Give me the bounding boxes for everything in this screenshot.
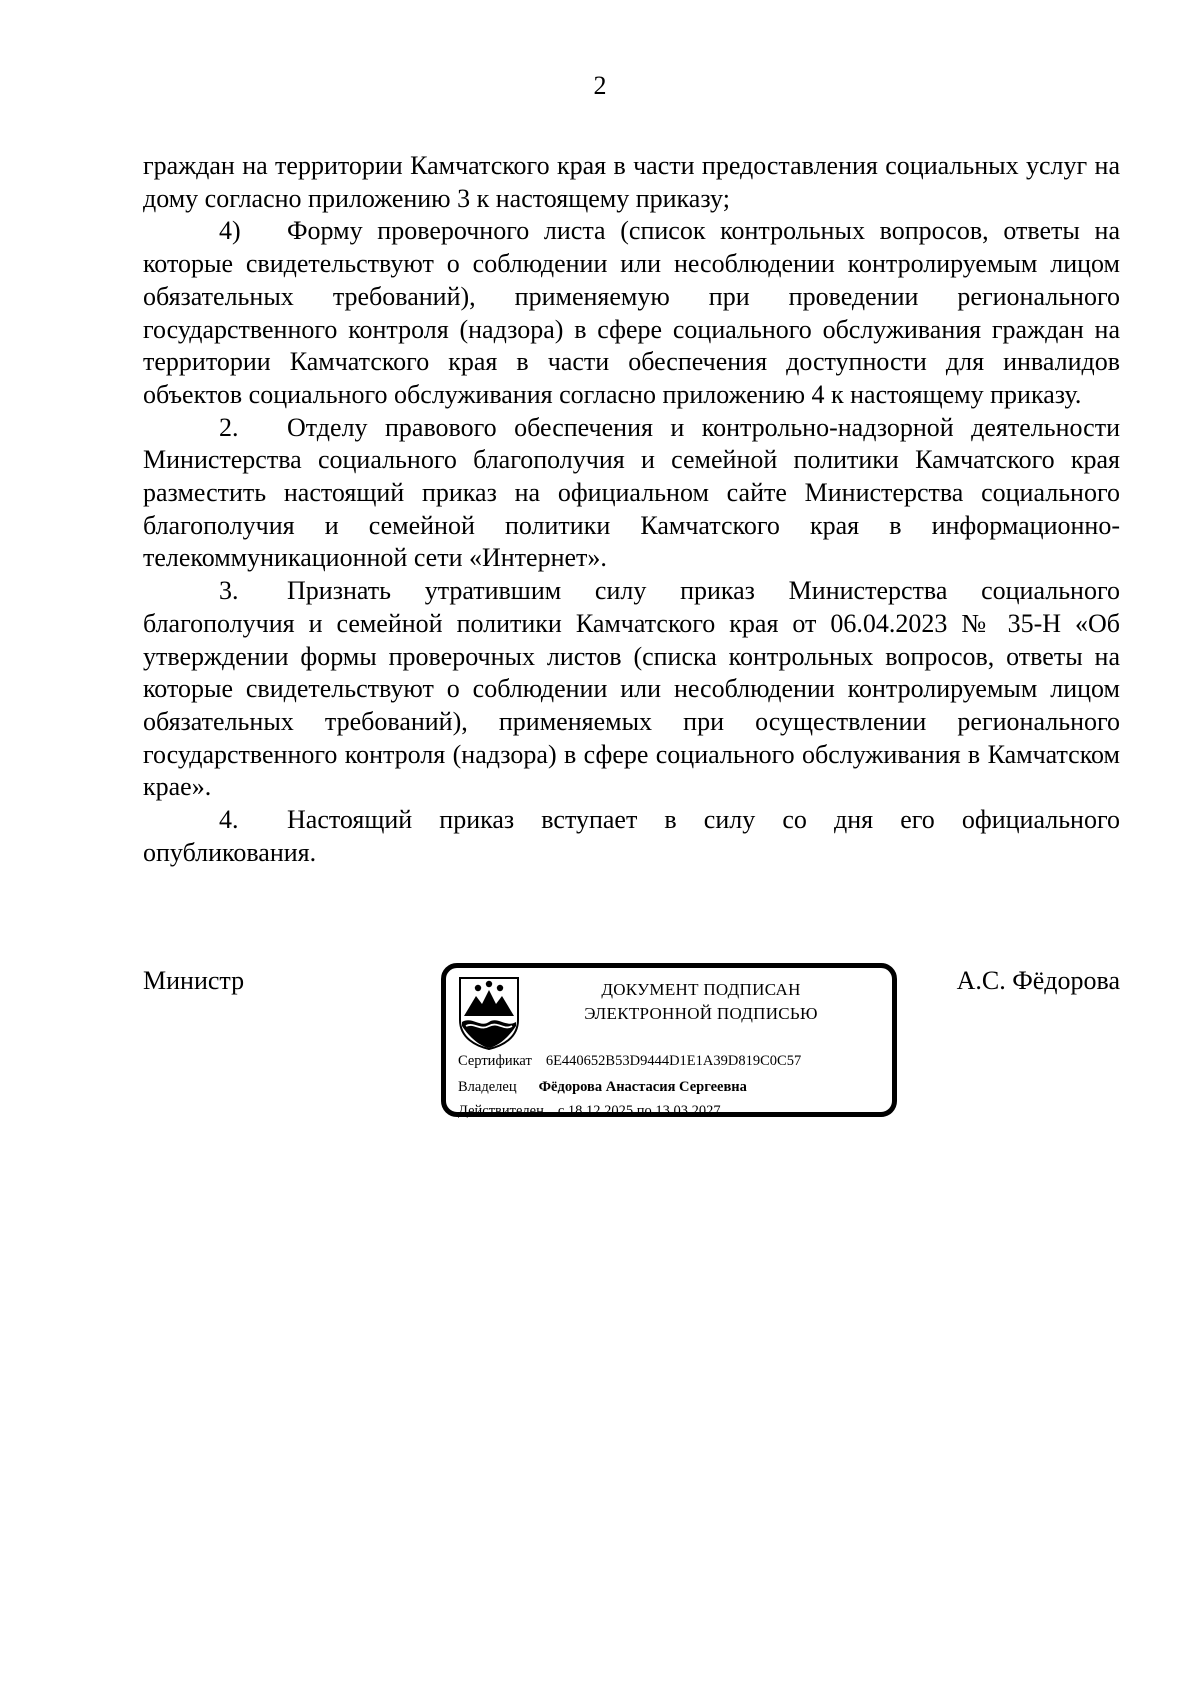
- paragraph-number: 2.: [219, 412, 239, 442]
- stamp-owner-row: [458, 1078, 747, 1096]
- stamp-validity-row: [458, 1102, 721, 1120]
- page-number: 2: [593, 71, 607, 100]
- paragraph-text: Форму проверочного листа (список контрольных вопросов, ответы на которые свидетельствуют о соблюдении или несоблюдении контролируемым лицом обязательных требований), применяемую при проведении регионального государственного контроля (надзора) в сфере социального обслуживания граждан на территории Камчатского края в части обеспечения доступности для инвалидов объектов социального обслуживания согласно приложению 4 к настоящему приказу.: [143, 216, 1120, 409]
- paragraph-item-4: [143, 215, 1120, 411]
- stamp-title: [536, 978, 866, 1026]
- paragraph-number: 4.: [219, 805, 239, 835]
- validity-value: с 18.12.2025 по 13.03.2027: [557, 1103, 721, 1119]
- certificate-value: 6E440652B53D9444D1E1A39D819C0C57: [545, 1053, 802, 1069]
- paragraph-clause-3: [143, 575, 1120, 804]
- paragraph-clause-4: [143, 804, 1120, 869]
- stamp-title-line: ДОКУМЕНТ ПОДПИСАН: [601, 980, 801, 999]
- validity-label: Действителен: [458, 1103, 544, 1119]
- paragraph-clause-2: [143, 412, 1120, 576]
- signer-name: А.С. Фёдорова: [956, 966, 1120, 995]
- document-body: [143, 150, 1120, 869]
- stamp-certificate-row: [458, 1052, 801, 1070]
- signer-position: Министр: [143, 966, 245, 995]
- paragraph-number: 4): [219, 216, 241, 246]
- signature-block: [143, 955, 1120, 1125]
- paragraph-text: Настоящий приказ вступает в силу со дня его официального опубликования.: [143, 805, 1120, 867]
- stamp-title-line: ЭЛЕКТРОННОЙ ПОДПИСЬЮ: [584, 1004, 818, 1023]
- kamchatka-coat-of-arms-icon: [458, 976, 520, 1050]
- paragraph-text: Признать утратившим силу приказ Министерства социального благополучия и семейной политики Камчатского края от 06.04.2023 № 35-Н «Об утверждении формы проверочных листов (списка контрольных вопросов, ответы на которые свидетельствуют о соблюдении или несоблюдении контролируемым лицом обязательных требований), применяемых при осуществлении регионального государственного контроля (надзора) в сфере социального обслуживания в Камчатском крае».: [143, 576, 1120, 802]
- paragraph-text: Отделу правового обеспечения и контрольно-надзорной деятельности Министерства социального благополучия и семейной политики Камчатского края разместить настоящий приказ на официальном сайте Министерства социального благополучия и семейной политики Камчатского края в информационно-телекоммуникационной сети «Интернет».: [143, 412, 1120, 573]
- owner-label: Владелец: [458, 1079, 517, 1095]
- paragraph-number: 3.: [219, 576, 239, 606]
- paragraph-continuation: [143, 150, 1120, 215]
- paragraph-text: граждан на территории Камчатского края в части предоставления социальных услуг на дому согласно приложению 3 к настоящему приказу;: [143, 151, 1120, 213]
- certificate-label: Сертификат: [458, 1053, 532, 1069]
- electronic-signature-stamp: [441, 963, 897, 1117]
- owner-value: Фёдорова Анастасия Сергеевна: [538, 1079, 747, 1095]
